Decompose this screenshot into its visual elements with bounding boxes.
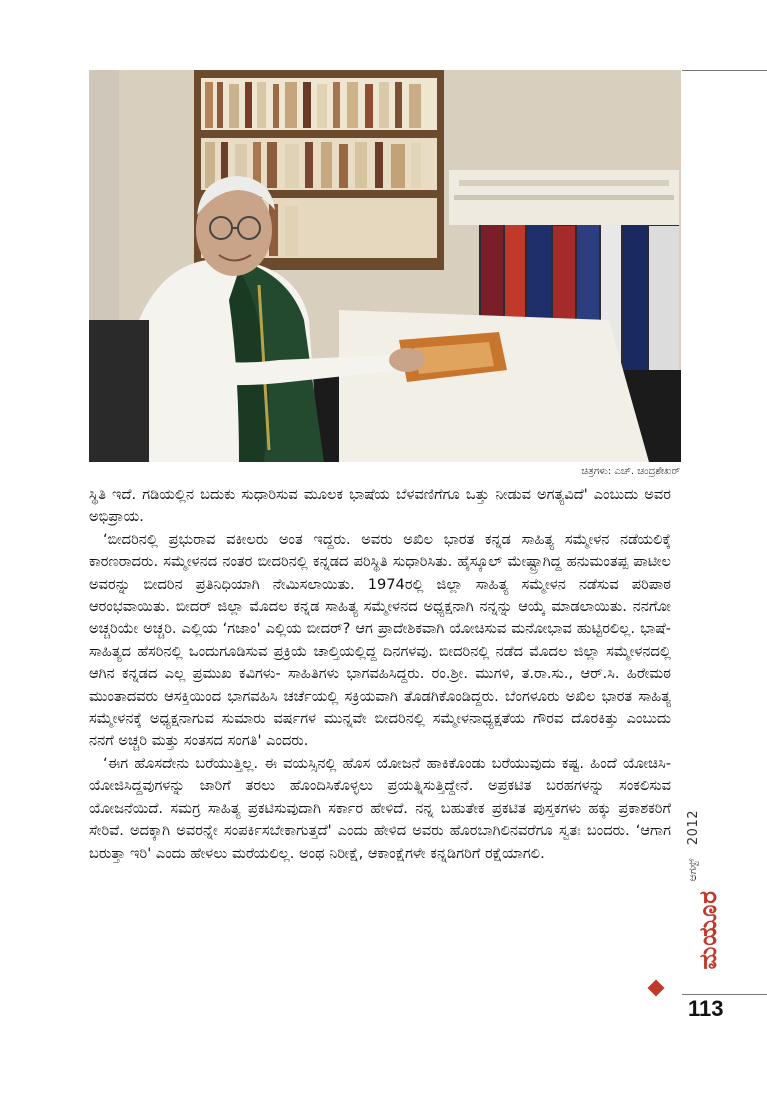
- top-rule: [682, 70, 767, 71]
- page-number: 113: [688, 996, 724, 1021]
- page-rule: [682, 994, 767, 995]
- magazine-name: ಮಯೂರ: [694, 890, 722, 970]
- article-body: [89, 484, 671, 865]
- article-photo: [89, 70, 681, 462]
- paragraph-3: ‘ಈಗ ಹೊಸದೇನು ಬರೆಯುತ್ತಿಲ್ಲ. ಈ ವಯಸ್ಸಿನಲ್ಲಿ ಹೊಸ ಯೋಜನೆ ಹಾಕಿಕೊಂಡು ಬರೆಯುವುದು ಕಷ್ಟ. ಹಿಂದೆ ಯೋಚಿಸಿ- ಯೋಜಿಸಿದ್ದವುಗಳನ್ನು ಜಾರಿಗೆ ತರಲು ಹೊಂದಿಸಿಕೊಳ್ಳಲು ಪ್ರಯತ್ನಿಸುತ್ತಿದ್ದೇನೆ. ಅಪ್ರಕಟಿತ ಬರಹಗಳನ್ನು ಸಂಕಲಿಸುವ ಯೋಜನೆಯಿದೆ. ಸಮಗ್ರ ಸಾಹಿತ್ಯ ಪ್ರಕಟಿಸುವುದಾಗಿ ಸರ್ಕಾರ ಹೇಳಿದೆ. ನನ್ನ ಬಹುತೇಕ ಪ್ರಕಟಿತ ಪುಸ್ತಕಗಳು ಹಕ್ಕು ಪ್ರಕಾಶಕರಿಗೆ ಸೇರಿವೆ. ಅದಕ್ಕಾಗಿ ಅವರನ್ನೇ ಸಂಪರ್ಕಿಸಬೇಕಾಗುತ್ತದೆ' ಎಂದು ಹೇಳಿದ ಅವರು ಹೊರಬಾಗಿಲಿನವರೆಗೂ ಸ್ವತಃ ಬಂದರು. ‘ಆಗಾಗ ಬರುತ್ತಾ ಇರಿ' ಎಂದು ಹೇಳಲು ಮರೆಯಲಿಲ್ಲ. ಅಂಥ ನಿರೀಕ್ಷೆ, ಆಕಾಂಕ್ಷೆಗಳೇ ಕನ್ನಡಿಗರಿಗೆ ರಕ್ಷೆಯಾಗಲಿ.: [89, 754, 671, 862]
- paragraph-1: ಸ್ಥಿತಿ ಇದೆ. ಗಡಿಯಲ್ಲಿನ ಬದುಕು ಸುಧಾರಿಸುವ ಮೂಲಕ ಭಾಷೆಯ ಬೆಳವಣಿಗೆಗೂ ಒತ್ತು ನೀಡುವ ಅಗತ್ಯವಿದೆ' ಎಂಬುದು ಅವರ ಅಭಿಪ್ರಾಯ.: [89, 486, 671, 526]
- diamond-icon: [648, 980, 665, 997]
- paragraph-2: ‘ಬೀದರಿನಲ್ಲಿ ಪ್ರಭುರಾವ ವಕೀಲರು ಅಂತ ಇದ್ದರು. ಅವರು ಅಖಿಲ ಭಾರತ ಕನ್ನಡ ಸಾಹಿತ್ಯ ಸಮ್ಮೇಳನ ನಡೆಯಲಿಕ್ಕೆ ಕಾರಣರಾದರು. ಸಮ್ಮೇಳನದ ನಂತರ ಬೀದರಿನಲ್ಲಿ ಕನ್ನಡದ ಪರಿಸ್ಥಿತಿ ಸುಧಾರಿಸಿತು. ಹೈಸ್ಕೂಲ್ ಮೇಷ್ಟ್ರಾಗಿದ್ದ ಹನುಮಂತಪ್ಪ ಪಾಟೀಲ ಅವರನ್ನು ಬೀದರಿನ ಪ್ರತಿನಿಧಿಯಾಗಿ ನೇಮಿಸಲಾಯಿತು. 1974ರಲ್ಲಿ ಜಿಲ್ಲಾ ಸಾಹಿತ್ಯ ಸಮ್ಮೇಳನ ನಡೆಸುವ ಪರಿಪಾಠ ಆರಂಭವಾಯಿತು. ಬೀದರ್ ಜಿಲ್ಲಾ ಮೊದಲ ಕನ್ನಡ ಸಾಹಿತ್ಯ ಸಮ್ಮೇಳನದ ಅಧ್ಯಕ್ಷನಾಗಿ ನನ್ನನ್ನು ಆಯ್ಕೆ ಮಾಡಲಾಯಿತು. ನನಗೋ ಅಚ್ಚರಿಯೇ ಅಚ್ಚರಿ. ಎಲ್ಲಿಯ ‘ಗಜಾಂ' ಎಲ್ಲಿಯ ಬೀದರ್? ಆಗ ಪ್ರಾದೇಶಿಕವಾಗಿ ಯೋಚಿಸುವ ಮನೋಭಾವ ಹುಟ್ಟಿರಲಿಲ್ಲ. ಭಾಷೆ- ಸಾಹಿತ್ಯದ ಹೆಸರಿನಲ್ಲಿ ಒಂದುಗೂಡಿಸುವ ಪ್ರಕ್ರಿಯೆ ಚಾಲ್ತಿಯಲ್ಲಿದ್ದ ದಿನಗಳವು. ಬೀದರಿನಲ್ಲಿ ನಡೆದ ಮೊದಲ ಜಿಲ್ಲಾ ಸಮ್ಮೇಳನದಲ್ಲಿ ಆಗಿನ ಕನ್ನಡದ ಎಲ್ಲ ಪ್ರಮುಖ ಕವಿಗಳು- ಸಾಹಿತಿಗಳು ಭಾಗವಹಿಸಿದ್ದರು. ರಂ.ಶ್ರೀ. ಮುಗಳಿ, ತ.ರಾ.ಸು., ಆರ್.ಸಿ. ಹಿರೇಮಠ ಮುಂತಾದವರು ಆಸಕ್ತಿಯಿಂದ ಭಾಗವಹಿಸಿ ಚರ್ಚೆಯಲ್ಲಿ ಸಕ್ರಿಯವಾಗಿ ತೊಡಗಿಕೊಂಡಿದ್ದರು. ಬೆಂಗಳೂರು ಅಖಿಲ ಭಾರತ ಸಾಹಿತ್ಯ ಸಮ್ಮೇಳನಕ್ಕೆ ಅಧ್ಯಕ್ಷನಾಗುವ ಸುಮಾರು ವರ್ಷಗಳ ಮುನ್ನವೇ ಬೀದರಿನಲ್ಲಿ ಸಮ್ಮೇಳನಾಧ್ಯಕ್ಷತೆಯ ಗೌರವ ದೊರಕಿತ್ತು ಎಂಬುದು ನನಗೆ ಅಚ್ಚರಿ ಮತ್ತು ಸಂತಸದ ಸಂಗತಿ' ಎಂದರು.: [89, 530, 671, 750]
- photo-credit: ಚಿತ್ರಗಳು: ಎಚ್. ಚಂದ್ರಶೇಖರ್: [581, 466, 680, 477]
- issue-month: ಆಗಸ್ಟ್: [686, 858, 699, 882]
- issue-year: 2012: [686, 810, 701, 846]
